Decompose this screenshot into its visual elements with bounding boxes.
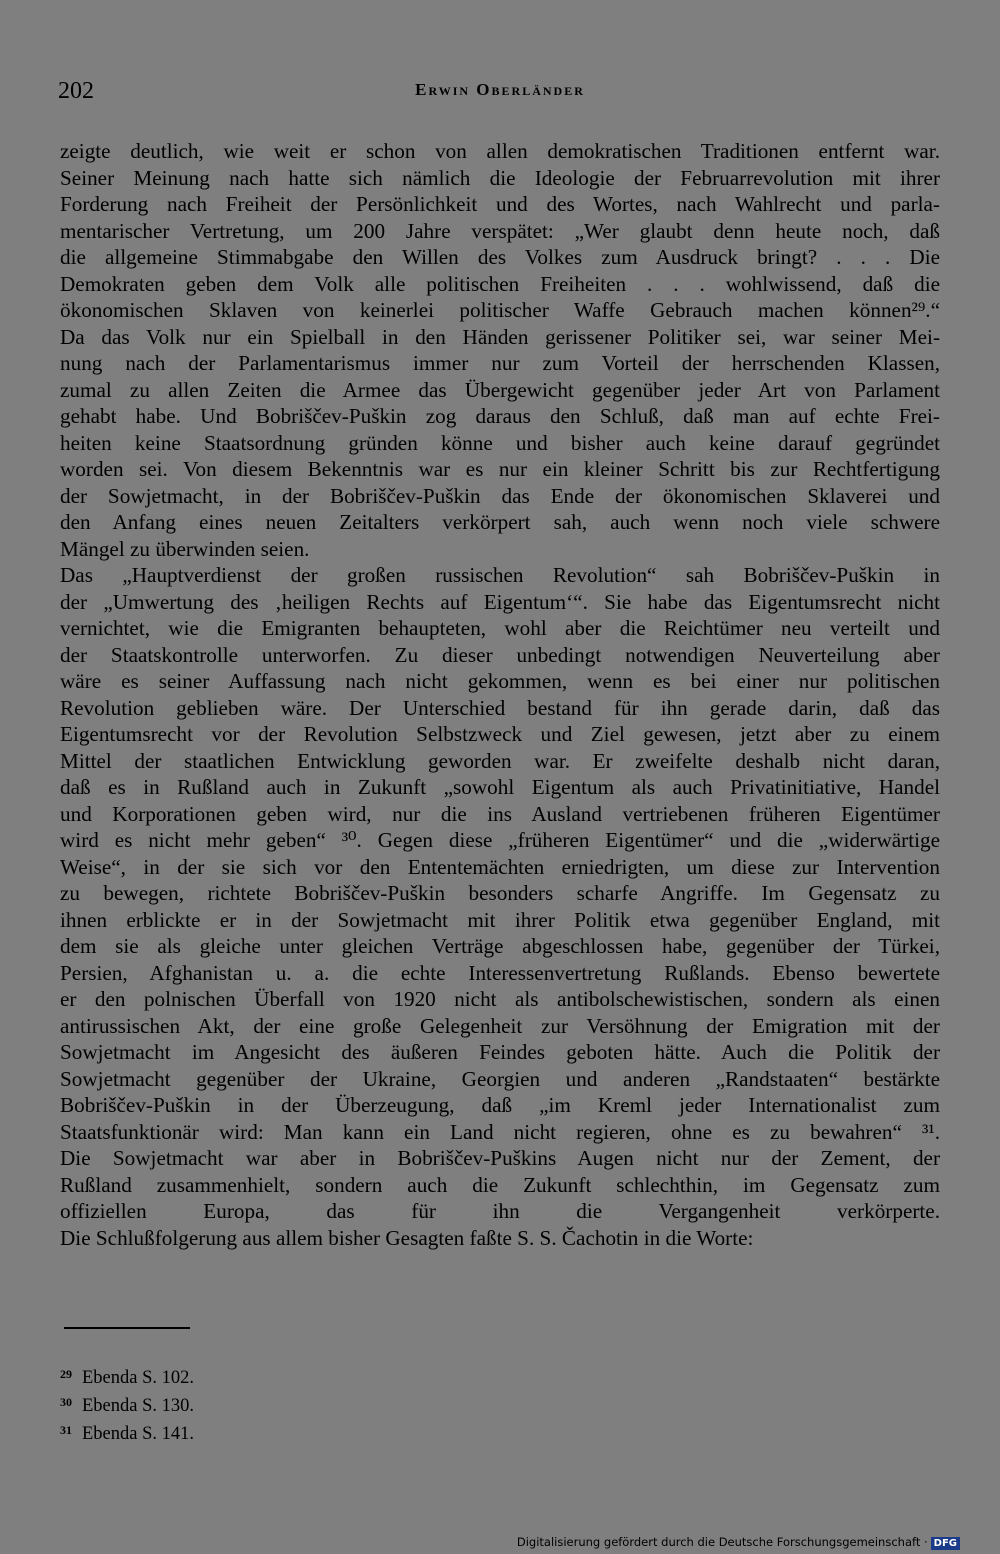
- text-line: Eigentumsrecht vor der Revolution Selbstzweck und Ziel gewesen, jetzt aber zu einem: [60, 722, 940, 746]
- text-line: den Anfang eines neuen Zeitalters verkörpert sah, auch wenn noch viele schwere: [60, 510, 940, 534]
- text-line: Sowjetmacht gegenüber der Ukraine, Georgien und anderen „Randstaaten“ bestärkte: [60, 1066, 940, 1091]
- footnote-item: [60, 1362, 194, 1390]
- text-line: zumal zu allen Zeiten die Armee das Übergewicht gegenüber jeder Art von Parlament: [60, 377, 940, 402]
- text-line: der Sowjetmacht, in der Bobriščev-Puškin das Ende der ökonomischen Sklaverei und: [60, 483, 940, 508]
- footnote-item: [60, 1418, 194, 1446]
- text-line: ihnen erblickte er in der Sowjetmacht mit ihrer Politik etwa gegenüber England, mit: [60, 907, 940, 932]
- text-line: ökonomischen Sklaven von keinerlei politischer Waffe Gebrauch machen können²⁹.“: [60, 298, 940, 322]
- text-line: nung nach der Parlamentarismus immer nur zum Vorteil der herrschenden Klassen,: [60, 351, 940, 375]
- text-line: antirussischen Akt, der eine große Gelegenheit zur Versöhnung der Emigration mit der: [60, 1013, 940, 1038]
- footnote-number: 30: [60, 1395, 72, 1409]
- text-line: vernichtet, wie die Emigranten behaupteten, wohl aber die Reichtümer neu verteilt und: [60, 616, 940, 640]
- text-line: wäre es seiner Auffassung nach nicht gekommen, wenn es bei einer nur politischen: [60, 669, 940, 693]
- text-line: Forderung nach Freiheit der Persönlichkeit und des Wortes, nach Wahlrecht und parla-: [60, 192, 940, 216]
- text-line: Sowjetmacht im Angesicht des äußeren Feindes geboten hätte. Auch die Politik der: [60, 1040, 940, 1064]
- footnote-divider: [64, 1327, 190, 1329]
- text-line: heiten keine Staatsordnung gründen könne und bisher auch keine darauf gegründet: [60, 430, 940, 455]
- text-line: und Korporationen geben wird, nur die ins Ausland vertriebenen früheren Eigentümer: [60, 801, 940, 826]
- text-line: Mängel zu überwinden seien.: [60, 536, 310, 561]
- text-line: Persien, Afghanistan u. a. die echte Interessenvertretung Rußlands. Ebenso bewertete: [60, 960, 940, 985]
- text-line: Die Schlußfolgerung aus allem bisher Gesagten faßte S. S. Čachotin in die Worte:: [60, 1225, 754, 1250]
- text-line: Staatsfunktionär wird: Man kann ein Land nicht regieren, ohne es zu bewahren“ ³¹.: [60, 1119, 940, 1144]
- text-line: mentarischer Vertretung, um 200 Jahre verspätet: „Wer glaubt denn heute noch, daß: [60, 218, 940, 243]
- footnote-text: Ebenda S. 130.: [82, 1396, 195, 1416]
- text-line: die allgemeine Stimmabgabe den Willen des Volkes zum Ausdruck bringt? . . . Die: [60, 245, 940, 269]
- text-line: Die Sowjetmacht war aber in Bobriščev-Puškins Augen nicht nur der Zement, der: [60, 1146, 940, 1170]
- text-line: zu bewegen, richtete Bobriščev-Puškin besonders scharfe Angriffe. Im Gegensatz zu: [60, 881, 940, 905]
- text-line: offiziellen Europa, das für ihn die Vergangenheit verkörperte.: [60, 1199, 940, 1223]
- text-line: der „Umwertung des ‚heiligen Rechts auf Eigentum‘“. Sie habe das Eigentumsrecht nicht: [60, 589, 940, 614]
- text-line: Mittel der staatlichen Entwicklung geworden war. Er zweifelte deshalb nicht daran,: [60, 748, 940, 773]
- running-head: Erwin Oberländer: [415, 80, 585, 99]
- dfg-logo: DFG: [931, 1537, 960, 1550]
- text-line: Seiner Meinung nach hatte sich nämlich die Ideologie der Februarrevolution mit ihrer: [60, 165, 940, 190]
- text-line: dem sie als gleiche unter gleichen Verträge abgeschlossen habe, gegenüber der Türkei,: [60, 934, 940, 958]
- footnote-text: Ebenda S. 102.: [82, 1368, 195, 1388]
- text-line: Demokraten geben dem Volk alle politischen Freiheiten . . . wohlwissend, daß die: [60, 271, 940, 296]
- credit-text: Digitalisierung gefördert durch die Deutsche Forschungsgemeinschaft ·: [516, 1535, 928, 1549]
- footnote-text: Ebenda S. 141.: [82, 1424, 195, 1444]
- text-line: Da das Volk nur ein Spielball in den Händen gerissener Politiker sei, war seiner Mei-: [60, 324, 940, 349]
- footnote-number: 29: [60, 1367, 72, 1381]
- footnote-item: [60, 1390, 194, 1418]
- text-line: der Staatskontrolle unterworfen. Zu dieser unbedingt notwendigen Neuverteilung aber: [60, 642, 940, 667]
- text-line: Bobriščev-Puškin in der Überzeugung, daß „im Kreml jeder Internationalist zum: [60, 1093, 940, 1117]
- text-line: er den polnischen Überfall von 1920 nicht als antibolschewistischen, sondern als einen: [60, 987, 940, 1011]
- text-line: Das „Hauptverdienst der großen russischen Revolution“ sah Bobriščev-Puškin in: [60, 563, 940, 587]
- text-line: zeigte deutlich, wie weit er schon von allen demokratischen Traditionen entfernt war.: [60, 139, 940, 163]
- text-line: daß es in Rußland auch in Zukunft „sowohl Eigentum als auch Privatinitiative, Handel: [60, 775, 940, 799]
- text-line: gehabt habe. Und Bobriščev-Puškin zog daraus den Schluß, daß man auf echte Frei-: [60, 404, 940, 428]
- text-line: wird es nicht mehr geben“ ³⁰. Gegen diese „früheren Eigentümer“ und die „widerwärtige: [60, 828, 940, 852]
- page-number: 202: [58, 78, 94, 104]
- body-text: [60, 138, 940, 1278]
- footnote-number: 31: [60, 1423, 72, 1437]
- text-line: Rußland zusammenhielt, sondern auch die Zukunft schlechthin, im Gegensatz zum: [60, 1172, 940, 1197]
- text-line: Revolution geblieben wäre. Der Unterschied bestand für ihn gerade darin, daß das: [60, 695, 940, 720]
- text-line: worden sei. Von diesem Bekenntnis war es nur ein kleiner Schritt bis zur Rechtfertigung: [60, 457, 940, 481]
- footnotes: [60, 1362, 194, 1446]
- digitization-credit: [517, 1535, 960, 1550]
- text-line: [60, 1251, 940, 1278]
- text-line: Weise“, in der sie sich vor den Ententemächten erniedrigten, um diese zur Intervention: [60, 854, 940, 879]
